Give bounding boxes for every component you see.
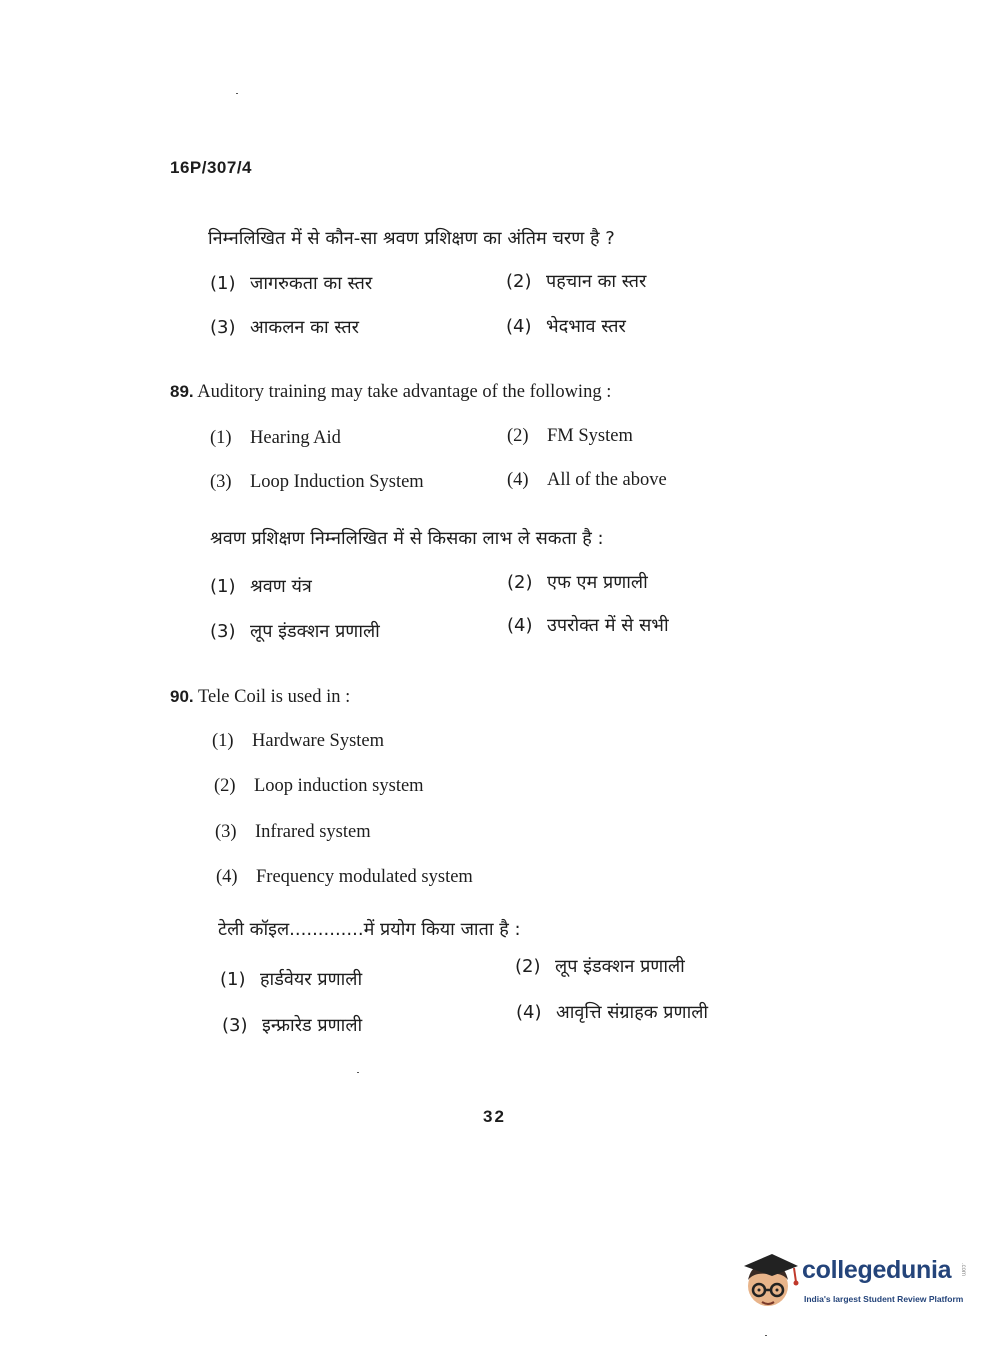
option-text: Hardware System <box>252 731 385 751</box>
option-text: पहचान का स्तर <box>546 271 647 292</box>
q89-option-4 <box>507 470 667 491</box>
option-text: एफ एम प्रणाली <box>547 572 648 593</box>
option-number: (3) <box>210 621 236 642</box>
option-number: (2) <box>507 572 533 593</box>
option-number: (1) <box>212 731 234 751</box>
q89-option-3 <box>210 472 424 493</box>
option-number: (3) <box>222 1015 248 1036</box>
option-text: उपरोक्त में से सभी <box>547 615 669 636</box>
option-text: Infrared system <box>255 822 371 842</box>
option-number: (4) <box>506 316 532 337</box>
logo-tagline: India's largest Student Review Platform <box>804 1294 964 1304</box>
question-88-hindi-text: निम्नलिखित में से कौन-सा श्रवण प्रशिक्षण का अंतिम चरण है ? <box>208 228 615 249</box>
option-number: (3) <box>210 317 236 338</box>
q88-hi-option-2 <box>506 269 646 293</box>
question-text: Auditory training may take advantage of the following : <box>197 382 612 402</box>
option-text: FM System <box>547 426 633 446</box>
question-89-hindi-text: श्रवण प्रशिक्षण निम्नलिखित में से किसका लाभ ले सकता है : <box>210 528 604 549</box>
option-number: (1) <box>220 969 246 990</box>
option-text: लूप इंडक्शन प्रणाली <box>250 621 380 642</box>
option-text: इन्फ्रारेड प्रणाली <box>262 1015 363 1036</box>
option-number: (3) <box>215 822 237 842</box>
page-number: 32 <box>483 1107 506 1126</box>
q90-option-2 <box>214 776 424 797</box>
option-text: Loop induction system <box>254 776 424 796</box>
q89-option-1 <box>210 428 341 449</box>
option-number: (1) <box>210 576 236 597</box>
question-90 <box>170 687 350 708</box>
option-number: (4) <box>216 867 238 887</box>
scan-speck <box>357 1072 359 1073</box>
option-number: (1) <box>210 273 236 294</box>
option-number: (3) <box>210 472 232 492</box>
option-number: (1) <box>210 428 232 448</box>
scan-speck <box>236 93 238 94</box>
option-text: आवृत्ति संग्राहक प्रणाली <box>556 1002 709 1023</box>
q90-hi-option-4 <box>516 1000 708 1024</box>
option-text: हार्डवेयर प्रणाली <box>260 969 363 990</box>
option-text: लूप इंडक्शन प्रणाली <box>555 956 685 977</box>
q89-hi-option-1 <box>210 574 312 598</box>
scan-speck <box>765 1335 767 1336</box>
option-text: श्रवण यंत्र <box>250 576 312 597</box>
logo-name: collegedunia <box>802 1256 952 1284</box>
q90-option-4 <box>216 867 473 888</box>
option-number: (4) <box>507 615 533 636</box>
option-text: All of the above <box>547 470 667 490</box>
option-number: (2) <box>506 271 532 292</box>
collegedunia-logo[interactable] <box>742 1250 972 1320</box>
q90-hi-option-3 <box>222 1013 362 1037</box>
graduate-mascot-icon <box>742 1250 800 1312</box>
question-number: 89. <box>170 382 194 401</box>
q89-option-2 <box>507 426 633 447</box>
option-text: जागरुकता का स्तर <box>250 273 373 294</box>
question-number: 90. <box>170 687 194 706</box>
question-text: Tele Coil is used in : <box>197 687 351 707</box>
q90-hi-option-1 <box>220 967 362 991</box>
q90-hi-option-2 <box>515 954 685 978</box>
q88-hi-option-4 <box>506 314 626 338</box>
option-number: (2) <box>515 956 541 977</box>
option-number: (2) <box>214 776 236 796</box>
option-number: (2) <box>507 426 529 446</box>
q89-hi-option-3 <box>210 619 380 643</box>
logo-suffix: .com <box>960 1263 966 1277</box>
option-text: Frequency modulated system <box>256 867 473 887</box>
paper-code: 16P/307/4 <box>170 158 253 177</box>
q90-option-3 <box>215 822 371 843</box>
option-text: आकलन का स्तर <box>250 317 359 338</box>
option-text: Hearing Aid <box>250 428 341 448</box>
question-90-hindi-text: टेली कॉइल.............में प्रयोग किया जाता है : <box>218 919 521 940</box>
q88-hi-option-3 <box>210 315 359 339</box>
option-text: भेदभाव स्तर <box>546 316 626 337</box>
q88-hi-option-1 <box>210 271 372 295</box>
q89-hi-option-2 <box>507 570 648 594</box>
option-number: (4) <box>516 1002 542 1023</box>
option-text: Loop Induction System <box>250 472 424 492</box>
q89-hi-option-4 <box>507 613 669 637</box>
q90-option-1 <box>212 731 384 752</box>
question-89 <box>170 382 611 403</box>
option-number: (4) <box>507 470 529 490</box>
